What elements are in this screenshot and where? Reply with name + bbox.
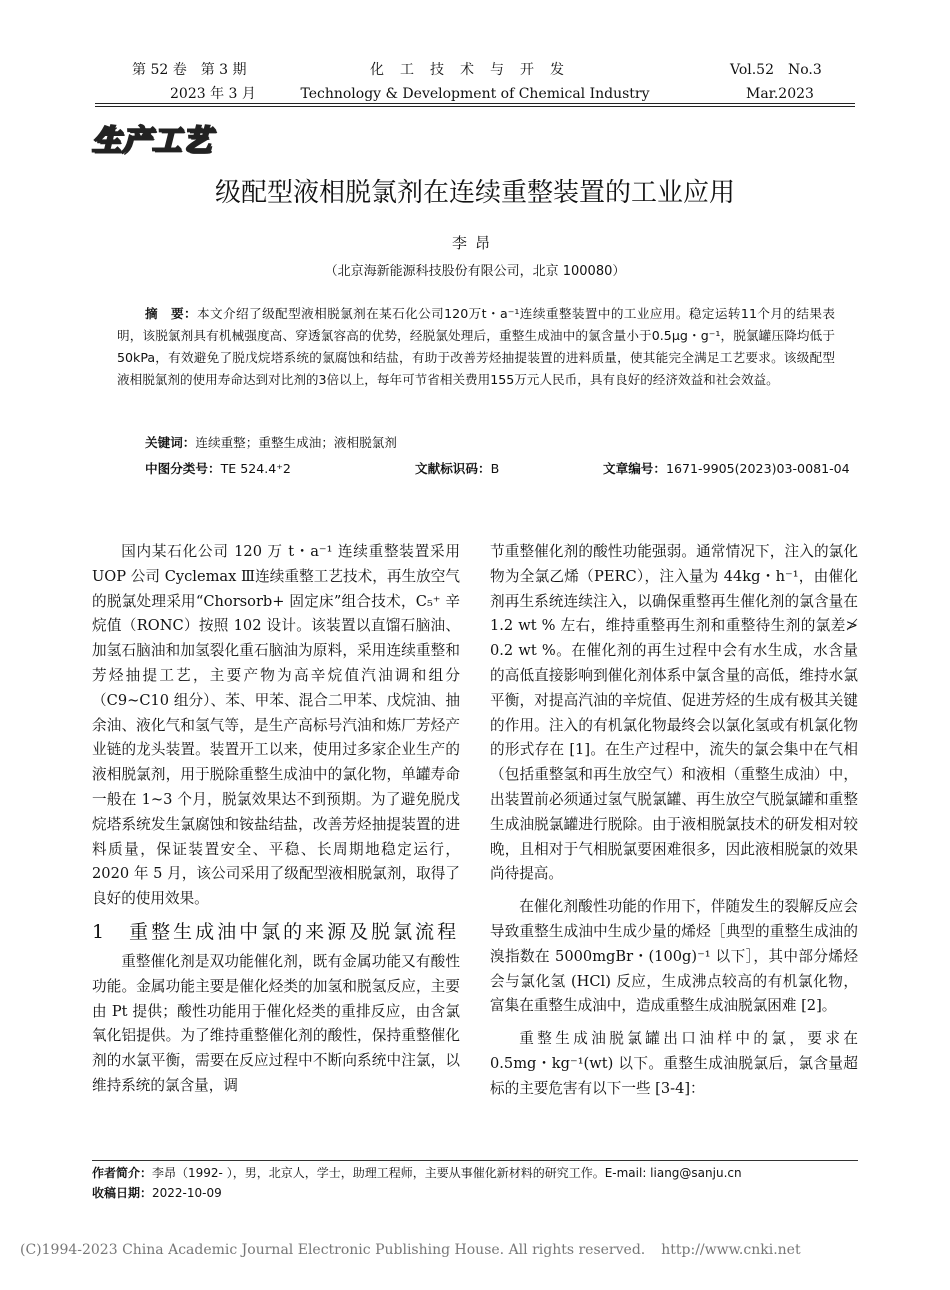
body-paragraph: 国内某石化公司 120 万 t・a⁻¹ 连续重整装置采用 UOP 公司 Cyclemax Ⅲ连续重整工艺技术，再生放空气的脱氯处理采用“Chorsorb+ 固定床”组合技术，C₅⁺ 辛烷值（RONC）按照 102 设计。该装置以直馏石脑油、加氢石脑油和加氢裂化重石脑油为原料，采用连续重整和芳烃抽提工艺，主要产物为高辛烷值汽油调和组分（C9~C10 组分）、苯、甲苯、混合二甲苯、戊烷油、抽余油、液化气和氢气等，是生产高标号汽油和炼厂芳烃产业链的龙头装置。装置开工以来，使用过多家企业生产的液相脱氯剂，用于脱除重整生成油中的氯化物，单罐寿命一般在 1~3 个月，脱氯效果达不到预期。为了避免脱戊烷塔系统发生氯腐蚀和铵盐结盐，改善芳烃抽提装置的进料质量，保证装置安全、平稳、长周期地稳定运行，2020 年 5 月，该公司采用了级配型液相脱氯剂，取得了良好的使用效果。 <box>92 543 460 908</box>
author-note <box>92 1164 742 1183</box>
header-rule <box>95 103 855 104</box>
abstract-label: 摘 要： <box>145 306 198 321</box>
body-paragraph: 重整生成油脱氯罐出口油样中的氯，要求在 0.5mg・kg⁻¹(wt) 以下。重整生成油脱氯后，氯含量超标的主要危害有以下一些 [3-4]： <box>490 1030 858 1097</box>
footnote-rule <box>92 1160 858 1161</box>
received-date-text: 2022-10-09 <box>152 1186 222 1200</box>
author-note-label: 作者简介： <box>92 1166 153 1180</box>
copyright-line <box>20 1242 801 1258</box>
keywords-text: 连续重整；重整生成油；液相脱氯剂 <box>195 435 397 450</box>
article-author: 李昂 <box>451 234 498 252</box>
body-paragraph: 重整催化剂是双功能催化剂，既有金属功能又有酸性功能。金属功能主要是催化烃类的加氢和脱氢反应，主要由 Pt 提供；酸性功能用于催化烃类的重排反应，由含氯氧化铝提供。为了维持重整催化剂的酸性，保持重整催化剂的水氯平衡，需要在反应过程中不断向系统中注氯，以维持系统的氯含量，调 <box>92 952 460 1094</box>
author-note-text: 李昂（1992- ），男，北京人，学士，助理工程师，主要从事催化新材料的研究工作。E-mail: liang@sanju.cn <box>152 1166 742 1180</box>
received-date-label: 收稿日期： <box>92 1186 153 1200</box>
article-number-value: 1671-9905(2023)03-0081-04 <box>665 461 850 476</box>
keywords-label: 关键词： <box>145 435 196 450</box>
article-affiliation: （北京海新能源科技股份有限公司，北京 100080） <box>324 264 626 279</box>
article-number <box>603 458 850 477</box>
clc-label: 中图分类号： <box>145 461 221 476</box>
article-number-label: 文章编号： <box>603 461 666 476</box>
document-code <box>415 458 499 477</box>
section-tag: 生产工艺 <box>92 123 213 157</box>
document-code-label: 文献标识码： <box>415 461 491 476</box>
header-date: 2023 年 3 月 <box>170 86 256 102</box>
body-paragraph: 在催化剂酸性功能的作用下，伴随发生的裂解反应会导致重整生成油中生成少量的烯烃［典型的重整生成油的溴指数在 5000mgBr・(100g)⁻¹ 以下］，其中部分烯烃会与氯化氢 (HCl) 反应，生成沸点较高的有机氯化物，富集在重整生成油中，造成重整生成油脱氯困难 [2]。 <box>490 898 858 1015</box>
header-journal-title-en: Technology & Development of Chemical Industry <box>300 86 650 102</box>
abstract-text: 本文介绍了级配型液相脱氯剂在某石化公司120万t・a⁻¹连续重整装置中的工业应用。稳定运转11个月的结果表明，该脱氯剂具有机械强度高、穿透氯容高的优势，经脱氯处理后，重整生成油中的氯含量小于0.5μg・g⁻¹，脱氯罐压降均低于50kPa，有效避免了脱戊烷塔系统的氯腐蚀和结盐，有助于改善芳烃抽提装置的进料质量，使其能完全满足工艺要求。该级配型液相脱氯剂的使用寿命达到对比剂的3倍以上，每年可节省相关费用155万元人民币，具有良好的经济效益和社会效益。 <box>117 306 835 387</box>
keywords <box>145 432 397 451</box>
clc-value: TE 524.4⁺2 <box>220 461 291 476</box>
article-title: 级配型液相脱氯剂在连续重整装置的工业应用 <box>214 178 735 208</box>
header-date-en: Mar.2023 <box>746 86 814 102</box>
section-heading: 1 重整生成油中氯的来源及脱氯流程 <box>92 920 460 943</box>
body-right-column <box>490 540 858 1102</box>
header-journal-title-cn: 化工技术与开发 <box>370 62 580 78</box>
body-paragraph: 节重整催化剂的酸性功能强弱。通常情况下，注入的氯化物为全氯乙烯（PERC），注入量为 44kg・h⁻¹，由催化剂再生系统连续注入，以确保重整再生催化剂的氯含量在 1.2 wt % 左右，维持重整再生剂和重整待生剂的氯差≯ 0.2 wt %。在催化剂的再生过程中会有水生成，水含量的高低直接影响到催化剂体系中氯含量的高低，维持水氯平衡，对提高汽油的辛烷值、促进芳烃的生成有极其关键的作用。注入的有机氯化物最终会以氯化氢或有机氯化物的形式存在 [1]。在生产过程中，流失的氯会集中在气相（包括重整氢和再生放空气）和液相（重整生成油）中，出装置前必须通过氢气脱氯罐、再生放空气脱氯罐和重整生成油脱氯罐进行脱除。由于液相脱氯技术的研发相对较晚，且相对于气相脱氯要困难很多，因此液相脱氯的效果尚待提高。 <box>490 543 858 883</box>
header-vol-no-en: Vol.52 No.3 <box>730 62 822 78</box>
abstract <box>117 303 835 391</box>
body-left-column <box>92 540 460 1099</box>
clc-number <box>145 458 291 477</box>
received-date <box>92 1184 222 1203</box>
document-code-value: B <box>490 461 500 476</box>
header-volume-issue: 第 52 卷 第 3 期 <box>132 62 247 78</box>
copyright-text: (C)1994-2023 China Academic Journal Electronic Publishing House. All rights reserved. <box>20 1242 646 1258</box>
cnki-link[interactable]: http://www.cnki.net <box>661 1242 801 1258</box>
header-rule-second <box>95 106 855 107</box>
